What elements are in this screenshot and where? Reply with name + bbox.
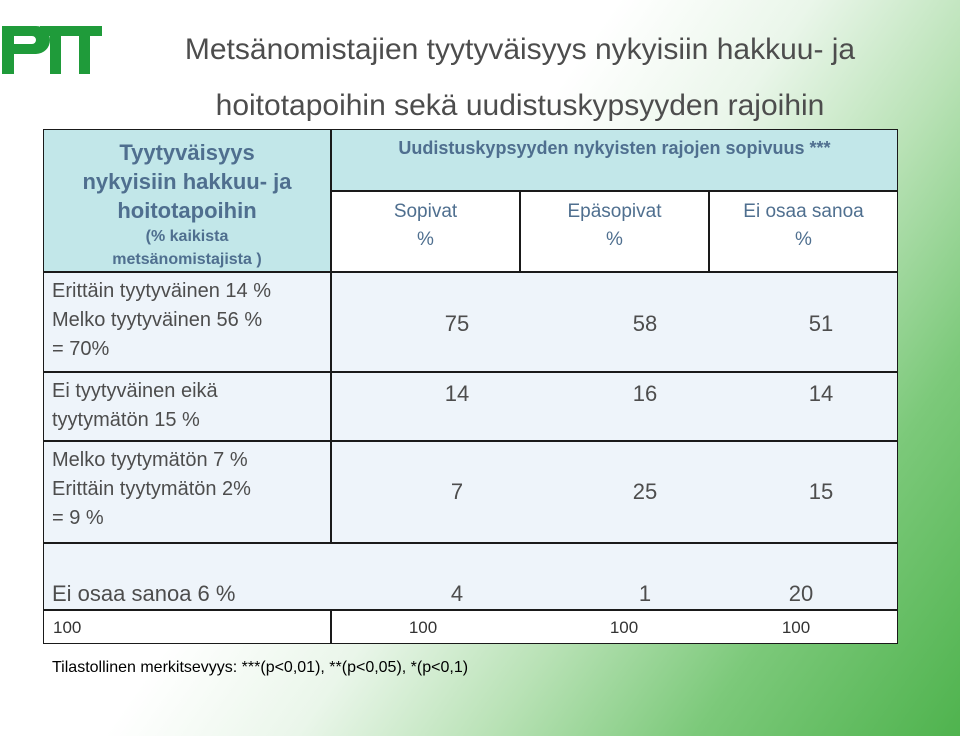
row-label-line: = 9 %	[52, 507, 104, 529]
value-epasopivat: 25	[632, 479, 658, 504]
column-name: Ei osaa sanoa	[743, 201, 864, 222]
right-header-cell: Uudistuskypsyyden nykyisten rajojen sopivuus ***	[331, 129, 898, 191]
total-epasopivat: 100	[609, 618, 639, 637]
row-values-cell	[331, 372, 898, 441]
row-label-line: Erittäin tyytyväinen 14 %	[52, 280, 271, 302]
row-label-line: Melko tyytymätön 7 %	[52, 449, 248, 471]
row-label-cell	[43, 272, 331, 372]
row-values-cell	[331, 272, 898, 372]
left-header-sub: (% kaikista	[145, 228, 229, 245]
value-ei-osaa-sanoa: 14	[808, 381, 834, 406]
column-header-ei-osaa-sanoa	[709, 191, 898, 272]
value-ei-osaa-sanoa: 51	[808, 311, 834, 336]
totals-label: 100	[53, 618, 82, 637]
significance-footnote: Tilastollinen merkitsevyys: ***(p<0,01), **(p<0,05), *(p<0,1)	[52, 659, 469, 676]
satisfaction-table	[43, 129, 898, 644]
title-line-2: hoitotapoihin sekä uudistuskypsyyden rajoihin	[215, 89, 825, 122]
title-line-1: Metsänomistajien tyytyväisyys nykyisiin hakkuu- ja	[184, 33, 856, 66]
row-label-cell	[43, 441, 331, 543]
column-header-sopivat	[331, 191, 520, 272]
row-label-line: = 70%	[52, 338, 110, 360]
column-name: Epäsopivat	[567, 201, 662, 222]
row-label-line: Melko tyytyväinen 56 %	[52, 309, 263, 331]
row-label-line: Ei osaa sanoa 6 %	[52, 581, 236, 606]
value-sopivat: 14	[444, 381, 470, 406]
left-header-cell	[43, 129, 331, 272]
value-ei-osaa-sanoa: 15	[808, 479, 834, 504]
value-sopivat: 7	[450, 479, 464, 504]
column-name: Sopivat	[393, 201, 458, 222]
totals-label-cell	[43, 610, 331, 644]
column-header-epasopivat	[520, 191, 709, 272]
row-label-cell	[43, 372, 331, 441]
left-header-sub: metsänomistajista )	[112, 251, 262, 268]
left-header-line: Tyytyväisyys	[119, 140, 255, 165]
value-sopivat: 4	[450, 581, 464, 606]
page-title	[140, 22, 900, 134]
row-label-line: tyytymätön 15 %	[52, 409, 200, 431]
row-label-line: Erittäin tyytymätön 2%	[52, 478, 251, 500]
row-ei-osaa-sanoa	[43, 543, 898, 610]
left-header-line: hoitotapoihin	[117, 198, 257, 223]
left-header-line: nykyisiin hakkuu- ja	[82, 169, 292, 194]
value-epasopivat: 1	[638, 581, 652, 606]
value-sopivat: 75	[444, 311, 470, 336]
value-epasopivat: 58	[632, 311, 658, 336]
value-epasopivat: 16	[632, 381, 658, 406]
total-ei-osaa-sanoa: 100	[781, 618, 811, 637]
total-sopivat: 100	[408, 618, 438, 637]
column-unit: %	[606, 229, 623, 250]
row-label-line: Ei tyytyväinen eikä	[52, 380, 218, 402]
value-ei-osaa-sanoa: 20	[788, 581, 814, 606]
ptt-logo	[2, 20, 104, 76]
column-unit: %	[795, 229, 812, 250]
row-values-cell	[331, 441, 898, 543]
column-unit: %	[417, 229, 434, 250]
totals-values-cell	[331, 610, 898, 644]
